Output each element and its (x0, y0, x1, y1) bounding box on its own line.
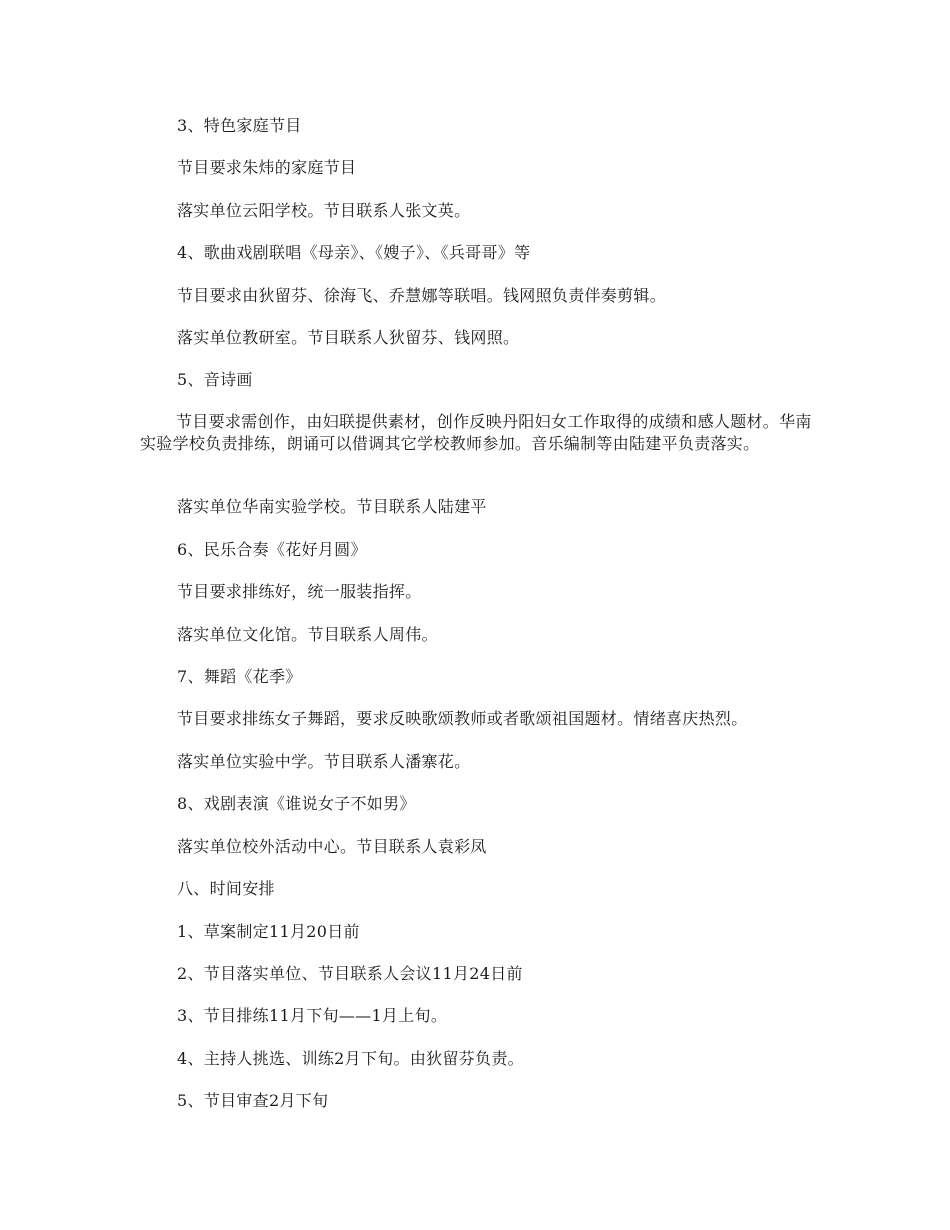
program-unit: 落实单位实验中学。节目联系人潘寨花。 (177, 752, 471, 771)
schedule-item: 3、节目排练11月下旬——1月上旬。 (177, 1006, 448, 1025)
list-item-heading: 8、戏剧表演《谁说女子不如男》 (177, 794, 416, 813)
program-unit: 落实单位华南实验学校。节目联系人陆建平 (177, 497, 487, 516)
program-requirement: 节目要求由狄留芬、徐海飞、乔慧娜等联唱。钱网照负责伴奏剪辑。 (177, 286, 667, 305)
list-item-heading: 3、特色家庭节目 (177, 116, 302, 135)
section-heading: 八、时间安排 (177, 879, 275, 898)
program-requirement-paragraph: 节目要求需创作，由妇联提供素材，创作反映丹阳妇女工作取得的成绩和感人题材。华南实验学校负责排练，朗诵可以借调其它学校教师参加。音乐编制等由陆建平负责落实。 (140, 412, 812, 453)
program-requirement: 节目要求排练女子舞蹈，要求反映歌颂教师或者歌颂祖国题材。情绪喜庆热烈。 (177, 709, 748, 728)
program-requirement: 节目要求朱炜的家庭节目 (177, 158, 357, 177)
program-unit: 落实单位教研室。节目联系人狄留芬、钱网照。 (177, 328, 520, 347)
program-unit: 落实单位校外活动中心。节目联系人袁彩凤 (177, 837, 487, 856)
schedule-item: 5、节目审查2月下旬 (177, 1091, 329, 1110)
schedule-item: 1、草案制定11月20日前 (177, 922, 360, 941)
program-unit: 落实单位云阳学校。节目联系人张文英。 (177, 201, 471, 220)
list-item-heading: 4、歌曲戏剧联唱《母亲》、《嫂子》、《兵哥哥》等 (177, 243, 531, 262)
program-requirement: 节目要求排练好，统一服装指挥。 (177, 582, 422, 601)
list-item-heading: 5、音诗画 (177, 370, 253, 389)
list-item-heading: 7、舞蹈《花季》 (177, 667, 302, 686)
program-unit: 落实单位文化馆。节目联系人周伟。 (177, 625, 438, 644)
schedule-item: 4、主持人挑选、训练2月下旬。由狄留芬负责。 (177, 1049, 524, 1068)
schedule-item: 2、节目落实单位、节目联系人会议11月24日前 (177, 964, 523, 983)
list-item-heading: 6、民乐合奏《花好月圆》 (177, 540, 367, 559)
